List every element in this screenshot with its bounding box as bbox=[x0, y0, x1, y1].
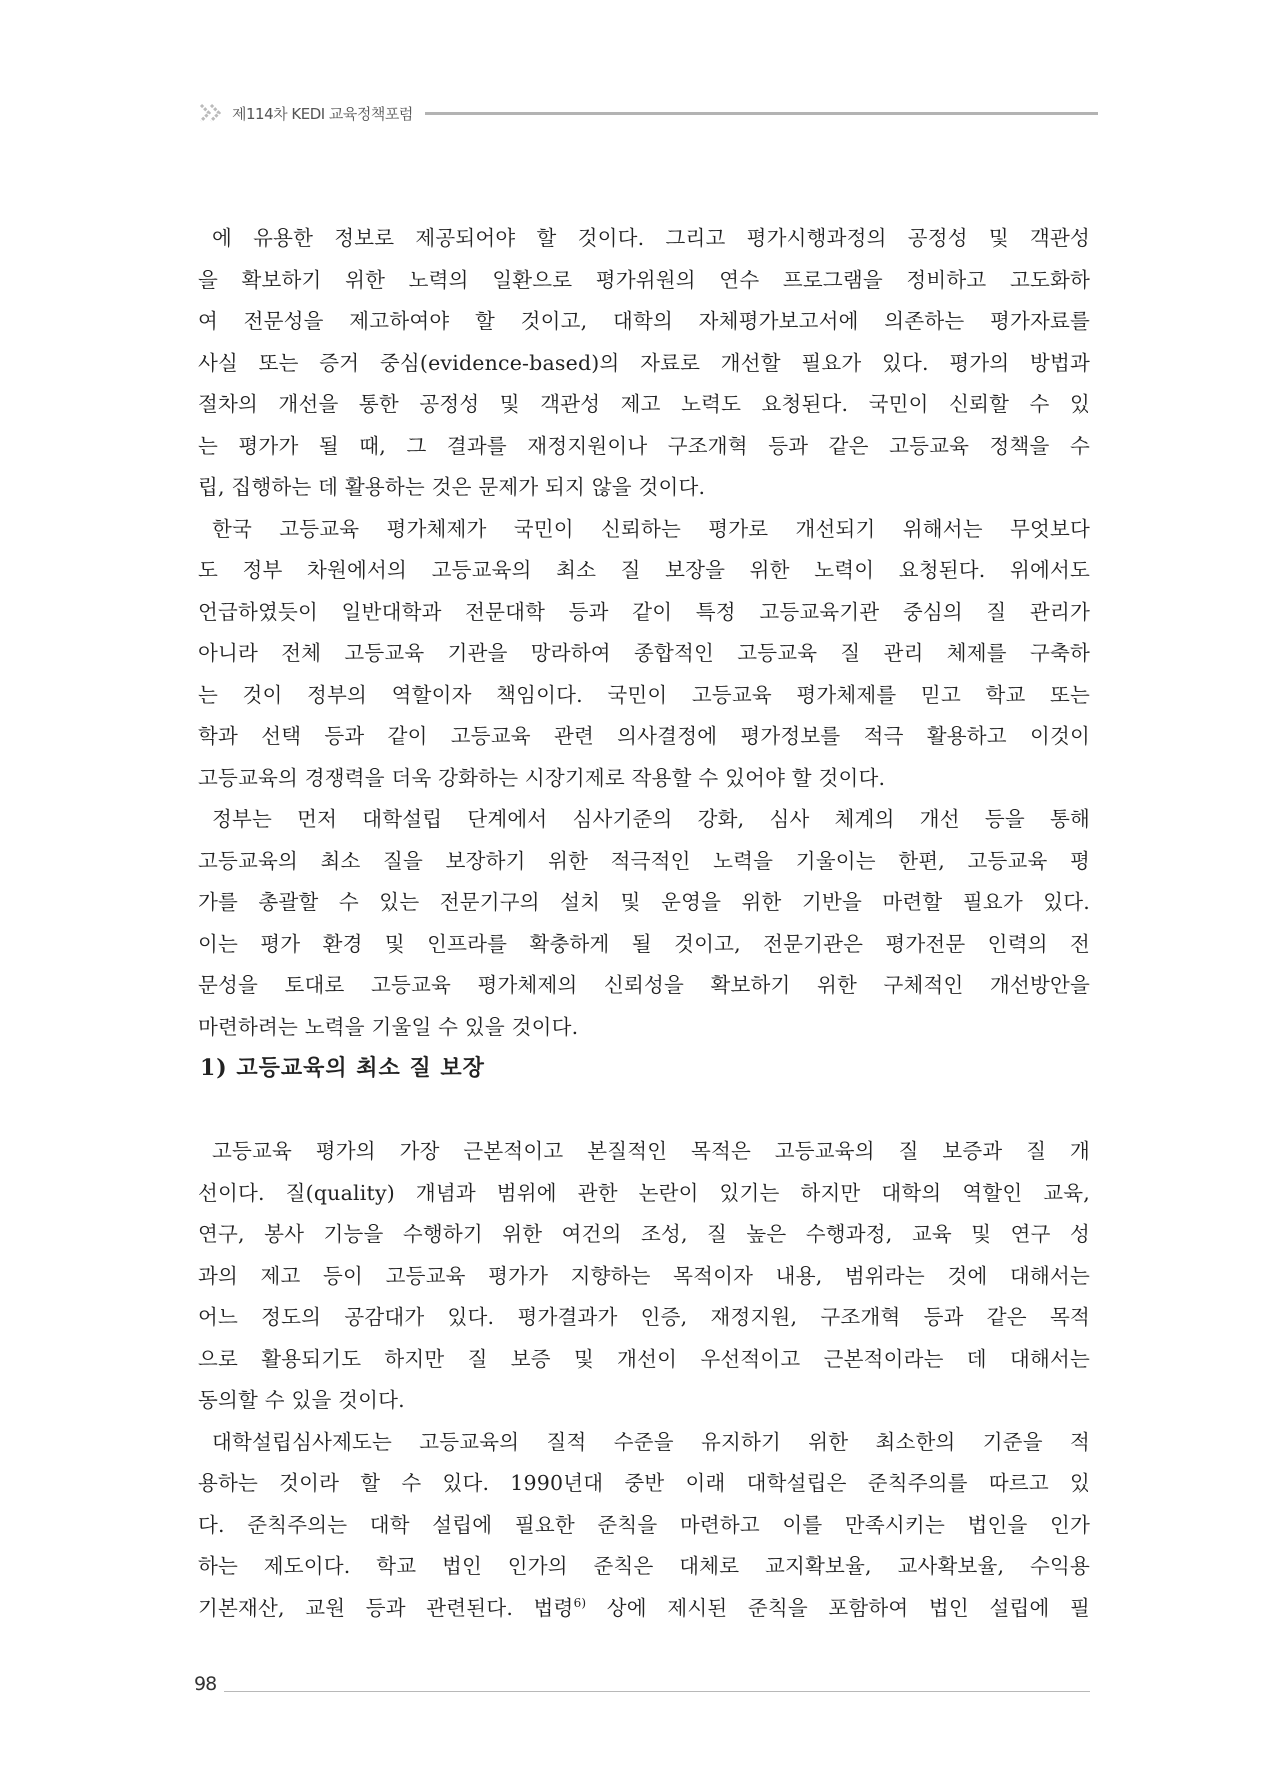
running-header bbox=[198, 100, 1098, 126]
text-line: 문성을 토대로 고등교육 평가체제의 신뢰성을 확보하기 위한 구체적인 개선방안을 bbox=[198, 973, 1090, 997]
header-rule bbox=[425, 112, 1098, 115]
text-line: 아니라 전체 고등교육 기관을 망라하여 종합적인 고등교육 질 관리 체제를 구축하 bbox=[198, 641, 1090, 665]
text-line: 정부는 먼저 대학설립 단계에서 심사기준의 강화, 심사 체계의 개선 등을 통해 bbox=[212, 807, 1090, 831]
footer-rule bbox=[224, 1691, 1090, 1692]
text-line: 대학설립심사제도는 고등교육의 질적 수준을 유지하기 위한 최소한의 기준을 적 bbox=[212, 1429, 1090, 1454]
text-line: 마련하려는 노력을 기울일 수 있을 것이다. bbox=[198, 1014, 579, 1039]
double-chevron-icon bbox=[198, 102, 226, 124]
text-line: 용하는 것이라 할 수 있다. 1990년대 중반 이래 대학설립은 준칙주의를 따르고 있 bbox=[198, 1471, 1090, 1495]
text-line: 으로 활용되기도 하지만 질 보증 및 개선이 우선적이고 근본적이라는 데 대해서는 bbox=[198, 1346, 1090, 1371]
text-segment: 기본재산, 교원 등과 관련된다. 법령 bbox=[198, 1595, 574, 1620]
text-line: 는 것이 정부의 역할이자 책임이다. 국민이 고등교육 평가체제를 믿고 학교 또는 bbox=[198, 682, 1090, 707]
text-line: 이는 평가 환경 및 인프라를 확충하게 될 것이고, 전문기관은 평가전문 인력의 전 bbox=[198, 931, 1090, 956]
text-line: 과의 제고 등이 고등교육 평가가 지향하는 목적이자 내용, 범위라는 것에 대해서는 bbox=[198, 1263, 1090, 1288]
page-footer bbox=[194, 1673, 1090, 1695]
footnote-marker[interactable]: 6) bbox=[573, 1595, 587, 1610]
text-line bbox=[198, 1588, 1090, 1630]
text-line: 연구, 봉사 기능을 수행하기 위한 여건의 조성, 질 높은 수행과정, 교육 및 연구 성 bbox=[198, 1222, 1090, 1246]
text-segment: 상에 제시된 준칙을 포함하여 법인 설립에 필 bbox=[586, 1595, 1090, 1620]
text-line: 하는 제도이다. 학교 법인 인가의 준칙은 대체로 교지확보율, 교사확보율, 수익용 bbox=[198, 1554, 1090, 1578]
body-text-bottom bbox=[198, 1131, 1090, 1629]
text-line: 언급하였듯이 일반대학과 전문대학 등과 같이 특정 고등교육기관 중심의 질 관리가 bbox=[198, 599, 1090, 624]
text-line: 어느 정도의 공감대가 있다. 평가결과가 인증, 재정지원, 구조개혁 등과 같은 목적 bbox=[198, 1305, 1090, 1329]
text-line: 도 정부 차원에서의 고등교육의 최소 질 보장을 위한 노력이 요청된다. 위에서도 bbox=[198, 558, 1090, 582]
text-line: 동의할 수 있을 것이다. bbox=[198, 1388, 405, 1412]
text-line: 가를 총괄할 수 있는 전문기구의 설치 및 운영을 위한 기반을 마련할 필요가 있다. bbox=[198, 890, 1090, 914]
text-line: 고등교육 평가의 가장 근본적이고 본질적인 목적은 고등교육의 질 보증과 질 개 bbox=[212, 1139, 1090, 1163]
header-title: 제114차 KEDI 교육정책포럼 bbox=[232, 104, 413, 123]
text-line: 여 전문성을 제고하여야 할 것이고, 대학의 자체평가보고서에 의존하는 평가자료를 bbox=[198, 309, 1090, 333]
page-number: 98 bbox=[194, 1673, 217, 1695]
text-line: 는 평가가 될 때, 그 결과를 재정지원이나 구조개혁 등과 같은 고등교육 정책을 수 bbox=[198, 433, 1090, 458]
text-line: 선이다. 질(quality) 개념과 범위에 관한 논란이 있기는 하지만 대학의 역할인 교육, bbox=[198, 1180, 1090, 1205]
text-line: 한국 고등교육 평가체제가 국민이 신뢰하는 평가로 개선되기 위해서는 무엇보다 bbox=[212, 516, 1090, 541]
text-line: 절차의 개선을 통한 공정성 및 객관성 제고 노력도 요청된다. 국민이 신뢰할 수 있 bbox=[198, 392, 1090, 416]
text-line: 사실 또는 증거 중심(evidence-based)의 자료로 개선할 필요가 있다. 평가의 방법과 bbox=[198, 350, 1090, 375]
text-line: 학과 선택 등과 같이 고등교육 관련 의사결정에 평가정보를 적극 활용하고 이것이 bbox=[198, 724, 1090, 748]
text-line: 고등교육의 경쟁력을 더욱 강화하는 시장기제로 작용할 수 있어야 할 것이다. bbox=[198, 765, 886, 790]
text-line: 을 확보하기 위한 노력의 일환으로 평가위원의 연수 프로그램을 정비하고 고도화하 bbox=[198, 267, 1090, 292]
body-text-top bbox=[198, 218, 1090, 1048]
section-heading: 1) 고등교육의 최소 질 보장 bbox=[200, 1055, 485, 1081]
text-line: 다. 준칙주의는 대학 설립에 필요한 준칙을 마련하고 이를 만족시키는 법인을 인가 bbox=[198, 1512, 1090, 1537]
text-line: 립, 집행하는 데 활용하는 것은 문제가 되지 않을 것이다. bbox=[198, 475, 706, 499]
text-line: 고등교육의 최소 질을 보장하기 위한 적극적인 노력을 기울이는 한편, 고등교육 평 bbox=[198, 848, 1090, 873]
text-line: 에 유용한 정보로 제공되어야 할 것이다. 그리고 평가시행과정의 공정성 및 객관성 bbox=[212, 226, 1090, 250]
